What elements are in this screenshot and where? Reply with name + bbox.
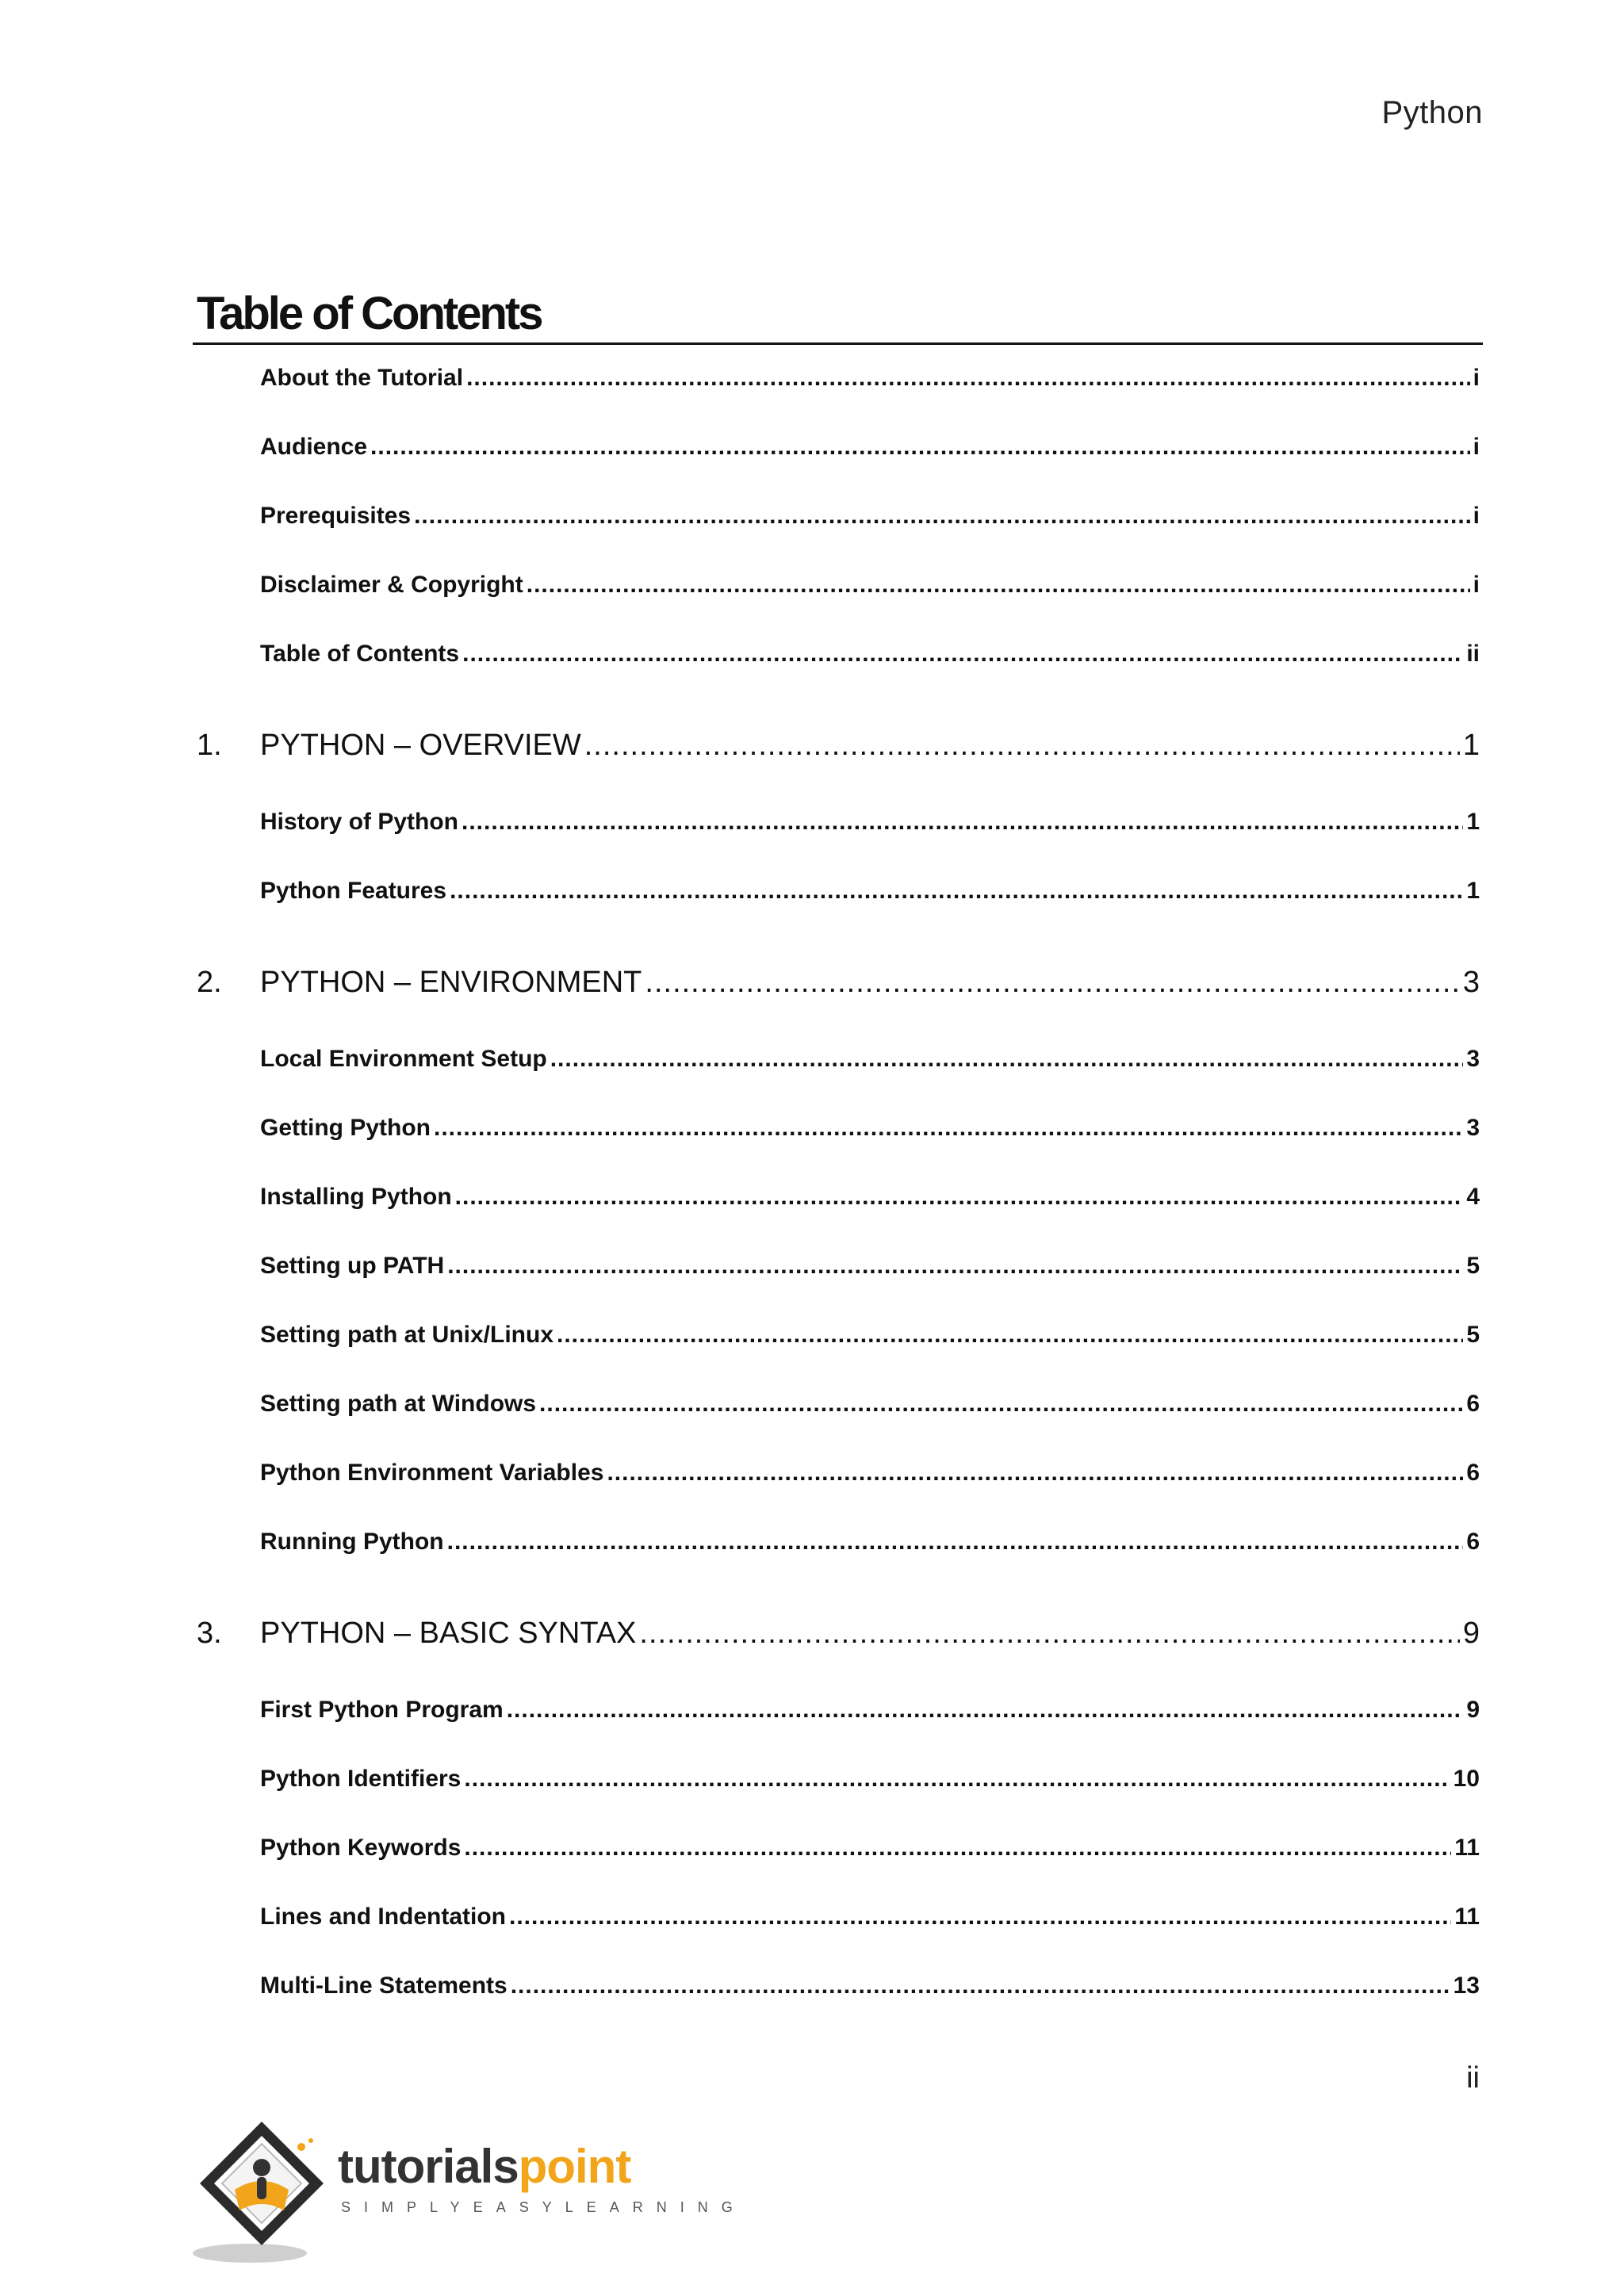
toc-chapter-number: 2. (197, 966, 222, 999)
toc-leader-dots (584, 729, 1460, 763)
toc-section-entry[interactable] (260, 878, 1480, 905)
toc-entry-title: Getting Python (260, 1115, 431, 1141)
logo-wordmark-part2: point (518, 2140, 631, 2193)
toc-chapter-number: 1. (197, 729, 222, 762)
toc-page-number: 4 (1466, 1184, 1480, 1210)
toc-entry-title: History of Python (260, 809, 459, 835)
toc-leader-dots (550, 1046, 1464, 1073)
toc-page-number: 6 (1466, 1391, 1480, 1417)
toc-leader-dots (455, 1184, 1464, 1211)
toc-leader-dots (511, 1973, 1450, 1999)
logo-wordmark-part1: tutorials (338, 2140, 519, 2193)
page-number: ii (1466, 2061, 1480, 2095)
toc-leader-dots (557, 1322, 1463, 1349)
toc-section-entry[interactable] (260, 641, 1480, 668)
toc-section-entry[interactable] (260, 1253, 1480, 1280)
toc-entry-title: Running Python (260, 1529, 444, 1555)
toc-leader-dots (462, 809, 1463, 836)
toc-page-number: 6 (1466, 1529, 1480, 1555)
toc-section-entry[interactable] (260, 503, 1480, 530)
toc-leader-dots (607, 1460, 1463, 1487)
toc-leader-dots (509, 1904, 1451, 1931)
toc-section-entry[interactable] (260, 365, 1480, 392)
toc-leader-dots (464, 1766, 1450, 1793)
toc-entry-title: Audience (260, 434, 368, 460)
toc-page-number: 3 (1466, 1115, 1480, 1141)
toc-section-entry[interactable] (260, 1322, 1480, 1349)
toc-section-entry[interactable] (260, 1835, 1480, 1862)
title-rule (193, 342, 1483, 345)
toc-leader-dots (527, 572, 1470, 599)
tutorialspoint-logo (190, 2117, 746, 2267)
toc-leader-dots (466, 365, 1470, 392)
toc-page-number: i (1473, 434, 1480, 460)
toc-section-entry[interactable] (260, 1115, 1480, 1142)
logo-tagline: SIMPLYEASYLEARNING (341, 2199, 746, 2215)
toc-chapter-entry[interactable] (260, 966, 1480, 1000)
toc-chapter-entry[interactable] (260, 729, 1480, 763)
toc-leader-dots (450, 878, 1463, 905)
toc-section-entry[interactable] (260, 434, 1480, 461)
toc-page-number: 9 (1462, 1617, 1480, 1650)
toc-entry-title: Table of Contents (260, 641, 460, 667)
toc-entry-title: Python Keywords (260, 1835, 462, 1861)
toc-entry-title: First Python Program (260, 1697, 504, 1723)
toc-section-entry[interactable] (260, 1904, 1480, 1931)
toc-entry-title: Local Environment Setup (260, 1046, 547, 1072)
toc-entry-title: PYTHON – OVERVIEW (260, 729, 581, 762)
toc-entry-title: PYTHON – BASIC SYNTAX (260, 1617, 637, 1650)
toc-entry-title: Python Features (260, 878, 447, 904)
toc-page-number: 10 (1453, 1766, 1480, 1792)
toc-page-number: ii (1466, 641, 1480, 667)
toc-section-entry[interactable] (260, 572, 1480, 599)
toc-page-number: 13 (1453, 1973, 1480, 1999)
toc-entry-title: Setting path at Windows (260, 1391, 537, 1417)
toc-leader-dots (370, 434, 1470, 461)
toc-leader-dots (639, 1617, 1459, 1651)
toc-page-number: 5 (1466, 1322, 1480, 1348)
toc-leader-dots (539, 1391, 1463, 1418)
toc-leader-dots (507, 1697, 1464, 1724)
toc-entry-title: Prerequisites (260, 503, 412, 529)
toc-leader-dots (645, 966, 1459, 1000)
toc-leader-dots (447, 1529, 1464, 1556)
toc-chapter-number: 3. (197, 1617, 222, 1650)
toc-section-entry[interactable] (260, 1460, 1480, 1487)
toc-page-number: 3 (1466, 1046, 1480, 1072)
toc-entry-title: Python Environment Variables (260, 1460, 604, 1486)
toc-section-entry[interactable] (260, 1529, 1480, 1556)
toc-chapter-entry[interactable] (260, 1617, 1480, 1651)
toc-page-number: 1 (1462, 729, 1480, 762)
toc-section-entry[interactable] (260, 1697, 1480, 1724)
toc-leader-dots (464, 1835, 1451, 1862)
toc-entry-title: Setting up PATH (260, 1253, 445, 1279)
toc-page-number: 3 (1462, 966, 1480, 999)
toc-entry-title: Lines and Indentation (260, 1904, 507, 1930)
toc-page-number: i (1473, 365, 1480, 391)
toc-section-entry[interactable] (260, 1766, 1480, 1793)
toc-entry-title: PYTHON – ENVIRONMENT (260, 966, 642, 999)
toc-page-number: 1 (1466, 809, 1480, 835)
toc-leader-dots (462, 641, 1463, 668)
toc-section-entry[interactable] (260, 1973, 1480, 1999)
toc-entry-title: Installing Python (260, 1184, 452, 1210)
logo-wordmark (338, 2139, 630, 2194)
toc-section-entry[interactable] (260, 1391, 1480, 1418)
toc-leader-dots (414, 503, 1470, 530)
toc-section-entry[interactable] (260, 1184, 1480, 1211)
toc-page-number: i (1473, 503, 1480, 529)
toc-entry-title: Python Identifiers (260, 1766, 462, 1792)
toc-entry-title: Disclaimer & Copyright (260, 572, 523, 598)
toc-page-number: i (1473, 572, 1480, 598)
toc-section-entry[interactable] (260, 1046, 1480, 1073)
toc-entry-title: Setting path at Unix/Linux (260, 1322, 554, 1348)
toc-section-entry[interactable] (260, 809, 1480, 836)
toc-page-number: 5 (1466, 1253, 1480, 1279)
logo-emblem-icon (190, 2117, 349, 2267)
running-header: Python (1381, 95, 1483, 130)
toc-page-number: 6 (1466, 1460, 1480, 1486)
toc-page-number: 11 (1454, 1904, 1480, 1930)
toc-entry-title: Multi-Line Statements (260, 1973, 508, 1999)
toc-page-number: 9 (1466, 1697, 1480, 1723)
toc-entry-title: About the Tutorial (260, 365, 464, 391)
page-title: Table of Contents (197, 288, 542, 339)
toc-leader-dots (434, 1115, 1463, 1142)
toc-page-number: 1 (1466, 878, 1480, 904)
toc-leader-dots (447, 1253, 1463, 1280)
toc-page-number: 11 (1454, 1835, 1480, 1861)
